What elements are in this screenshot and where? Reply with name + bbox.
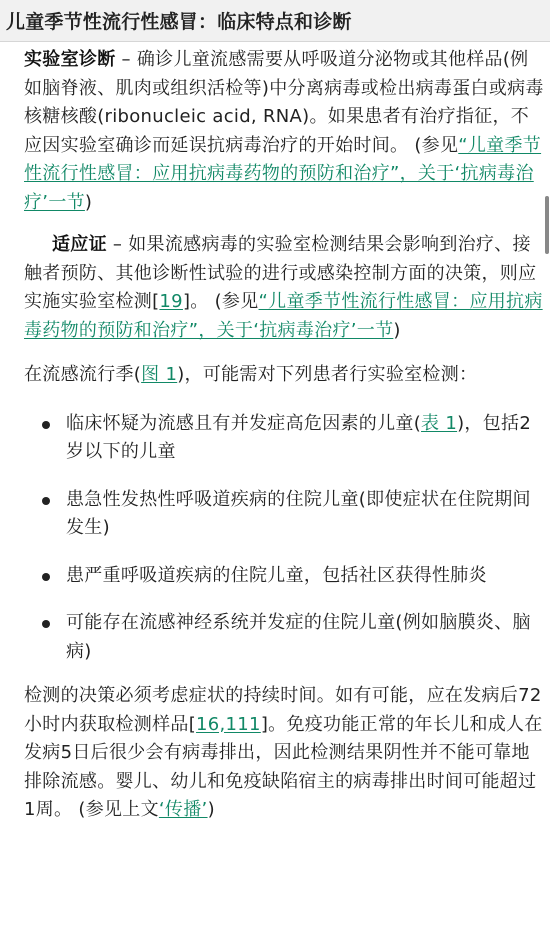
- bullet-icon: [42, 421, 50, 429]
- bullet-icon: [42, 620, 50, 628]
- season-text: 在流感流行季(: [24, 364, 142, 385]
- title-bar: [0, 0, 550, 42]
- indications-text-end: ): [393, 319, 401, 341]
- indications-text-mid: ]。 (参见: [182, 291, 259, 312]
- antiviral-treatment-link[interactable]: “儿童季节性流行性感冒：应用抗病毒药物的预防和治疗”，关于‘抗病毒治疗’一节: [24, 134, 542, 213]
- decision-paragraph: [24, 682, 544, 825]
- list-item: [66, 609, 544, 666]
- lab-diagnosis-heading: 实验室诊断: [24, 49, 116, 70]
- lab-diagnosis-text: 确诊儿童流感需要从呼吸道分泌物或其他样品(例如脑脊液、肌肉或组织活检等)中分离病毒或检出病毒蛋白或病毒核糖核酸(ribonucleic acid, RNA)。如果患者有治疗指征，不应因实验室确诊而延误抗病毒治疗的开始时间。 (参见: [24, 49, 544, 156]
- decision-text: 检测的决策必须考虑症状的持续时间。如有可能，应在发病后72小时内获取检测样品[: [24, 685, 542, 735]
- antiviral-treatment-link-2[interactable]: “儿童季节性流行性感冒：应用抗病毒药物的预防和治疗”，关于‘抗病毒治疗’一节: [24, 291, 543, 341]
- list-item: [66, 562, 544, 591]
- article-body: [24, 46, 544, 825]
- indications-text: 如果流感病毒的实验室检测结果会影响到治疗、接触者预防、其他诊断性试验的进行或感染控制方面的决策，则应实施实验室检测[: [24, 234, 537, 312]
- bullet-icon: [42, 497, 50, 505]
- transmission-link[interactable]: ‘传播’: [158, 799, 208, 820]
- reference-link-16-111[interactable]: 16,111: [196, 713, 261, 735]
- scrollbar-thumb[interactable]: [545, 196, 549, 254]
- list-item-text: 患急性发热性呼吸道疾病的住院儿童(即使症状在住院期间发生): [66, 488, 531, 538]
- figure-1-link[interactable]: 图 1: [141, 364, 178, 385]
- decision-text-mid: ]。免疫功能正常的年长儿和成人在发病5日后很少会有病毒排出，因此检测结果阴性并不能可靠地排除流感。婴儿、幼儿和免疫缺陷宿主的病毒排出时间可能超过1周。 (参见上文: [24, 713, 543, 820]
- lab-diagnosis-text-end: ): [84, 191, 93, 213]
- list-item-text-end: )，包括2岁以下的儿童: [66, 412, 532, 462]
- decision-text-end: ): [207, 799, 215, 820]
- list-item: [66, 410, 544, 467]
- page-title: 儿童季节性流行性感冒：临床特点和诊断: [6, 11, 352, 33]
- list-item: [66, 486, 544, 543]
- indications-heading: 适应证: [52, 234, 107, 255]
- indications-paragraph: [24, 231, 544, 345]
- indications-separator: –: [106, 234, 129, 255]
- patient-list: [24, 410, 544, 667]
- bullet-icon: [42, 573, 50, 581]
- lab-diagnosis-paragraph: [24, 46, 544, 217]
- table-1-link[interactable]: 表 1: [421, 412, 458, 434]
- list-item-text: 临床怀疑为流感且有并发症高危因素的儿童(: [66, 412, 422, 434]
- list-item-text: 患严重呼吸道疾病的住院儿童，包括社区获得性肺炎: [66, 564, 487, 586]
- lab-diagnosis-separator: –: [115, 49, 137, 70]
- season-paragraph: [24, 361, 544, 390]
- list-item-text: 可能存在流感神经系统并发症的住院儿童(例如脑膜炎、脑病): [66, 612, 531, 662]
- season-text-end: )，可能需对下列患者行实验室检测：: [177, 364, 478, 385]
- reference-link-19[interactable]: 19: [159, 291, 183, 312]
